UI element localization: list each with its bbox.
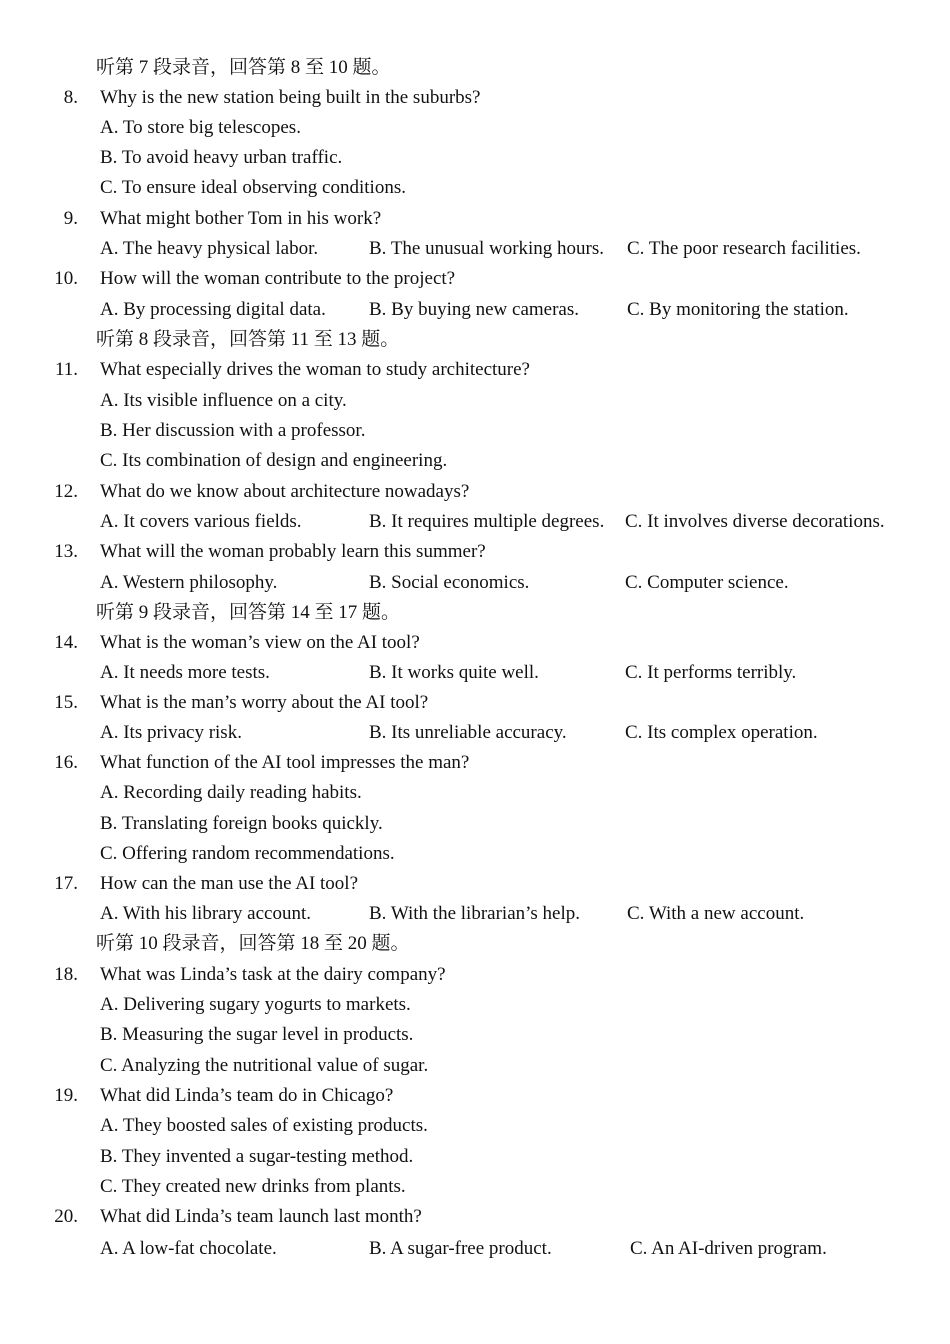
question-number: 18. <box>54 964 78 985</box>
option-a: A. A low-fat chocolate. <box>100 1238 277 1259</box>
question-text: What did Linda’s team do in Chicago? <box>100 1085 394 1106</box>
question-text: What might bother Tom in his work? <box>100 208 382 229</box>
option-c: C. Computer science. <box>625 572 789 593</box>
option-c: C. Analyzing the nutritional value of sugar. <box>100 1055 429 1076</box>
option-b: B. With the librarian’s help. <box>369 903 581 924</box>
option-a: A. They boosted sales of existing products. <box>100 1115 428 1136</box>
option-a: A. To store big telescopes. <box>100 117 301 138</box>
question-text: What is the woman’s view on the AI tool? <box>100 632 420 653</box>
option-c: C. It involves diverse decorations. <box>625 511 885 532</box>
option-a: A. It covers various fields. <box>100 511 302 532</box>
question-text: What was Linda’s task at the dairy company? <box>100 964 446 985</box>
question-number: 14. <box>54 632 78 653</box>
option-c: C. Its complex operation. <box>625 722 818 743</box>
option-a: A. Western philosophy. <box>100 572 278 593</box>
question-text: What function of the AI tool impresses the man? <box>100 752 470 773</box>
option-a: A. It needs more tests. <box>100 662 270 683</box>
question-number: 9. <box>63 208 78 229</box>
option-b: B. It works quite well. <box>369 662 539 683</box>
option-c: C. Offering random recommendations. <box>100 843 395 864</box>
question-number: 11. <box>54 359 78 380</box>
option-c: C. They created new drinks from plants. <box>100 1176 406 1197</box>
option-a: A. Recording daily reading habits. <box>100 782 362 803</box>
option-b: B. A sugar-free product. <box>369 1238 552 1259</box>
option-a: A. By processing digital data. <box>100 299 326 320</box>
section-header: 听第 9 段录音，回答第 14 至 17 题。 <box>96 602 401 623</box>
option-a: A. Delivering sugary yogurts to markets. <box>100 994 411 1015</box>
option-c: C. To ensure ideal observing conditions. <box>100 177 406 198</box>
option-b: B. They invented a sugar-testing method. <box>100 1146 414 1167</box>
option-c: C. The poor research facilities. <box>627 238 861 259</box>
option-b: B. The unusual working hours. <box>369 238 605 259</box>
option-b: B. By buying new cameras. <box>369 299 580 320</box>
question-number: 15. <box>54 692 78 713</box>
question-number: 13. <box>54 541 78 562</box>
option-c: C. With a new account. <box>627 903 805 924</box>
question-text: What did Linda’s team launch last month? <box>100 1206 422 1227</box>
option-c: C. By monitoring the station. <box>627 299 849 320</box>
option-a: A. Its privacy risk. <box>100 722 242 743</box>
question-number: 10. <box>54 268 78 289</box>
section-header: 听第 10 段录音，回答第 18 至 20 题。 <box>96 933 410 954</box>
option-b: B. It requires multiple degrees. <box>369 511 605 532</box>
question-text: How can the man use the AI tool? <box>100 873 359 894</box>
question-number: 20. <box>54 1206 78 1227</box>
option-a: A. With his library account. <box>100 903 312 924</box>
question-text: What especially drives the woman to study architecture? <box>100 359 530 380</box>
option-a: A. The heavy physical labor. <box>100 238 319 259</box>
option-b: B. Her discussion with a professor. <box>100 420 366 441</box>
section-header: 听第 8 段录音，回答第 11 至 13 题。 <box>96 329 400 350</box>
option-c: C. An AI-driven program. <box>630 1238 827 1259</box>
option-b: B. Social economics. <box>369 572 530 593</box>
option-b: B. Translating foreign books quickly. <box>100 813 383 834</box>
option-a: A. Its visible influence on a city. <box>100 390 347 411</box>
option-c: C. Its combination of design and engineering. <box>100 450 448 471</box>
option-b: B. To avoid heavy urban traffic. <box>100 147 343 168</box>
question-text: How will the woman contribute to the project? <box>100 268 456 289</box>
question-text: Why is the new station being built in the suburbs? <box>100 87 481 108</box>
section-header: 听第 7 段录音，回答第 8 至 10 题。 <box>96 57 391 78</box>
option-b: B. Measuring the sugar level in products. <box>100 1024 414 1045</box>
option-c: C. It performs terribly. <box>625 662 797 683</box>
question-text: What will the woman probably learn this summer? <box>100 541 486 562</box>
question-number: 8. <box>63 87 78 108</box>
question-text: What do we know about architecture nowadays? <box>100 481 470 502</box>
question-number: 12. <box>54 481 78 502</box>
question-number: 16. <box>54 752 78 773</box>
option-b: B. Its unreliable accuracy. <box>369 722 567 743</box>
question-number: 19. <box>54 1085 78 1106</box>
question-number: 17. <box>54 873 78 894</box>
question-text: What is the man’s worry about the AI tool? <box>100 692 429 713</box>
